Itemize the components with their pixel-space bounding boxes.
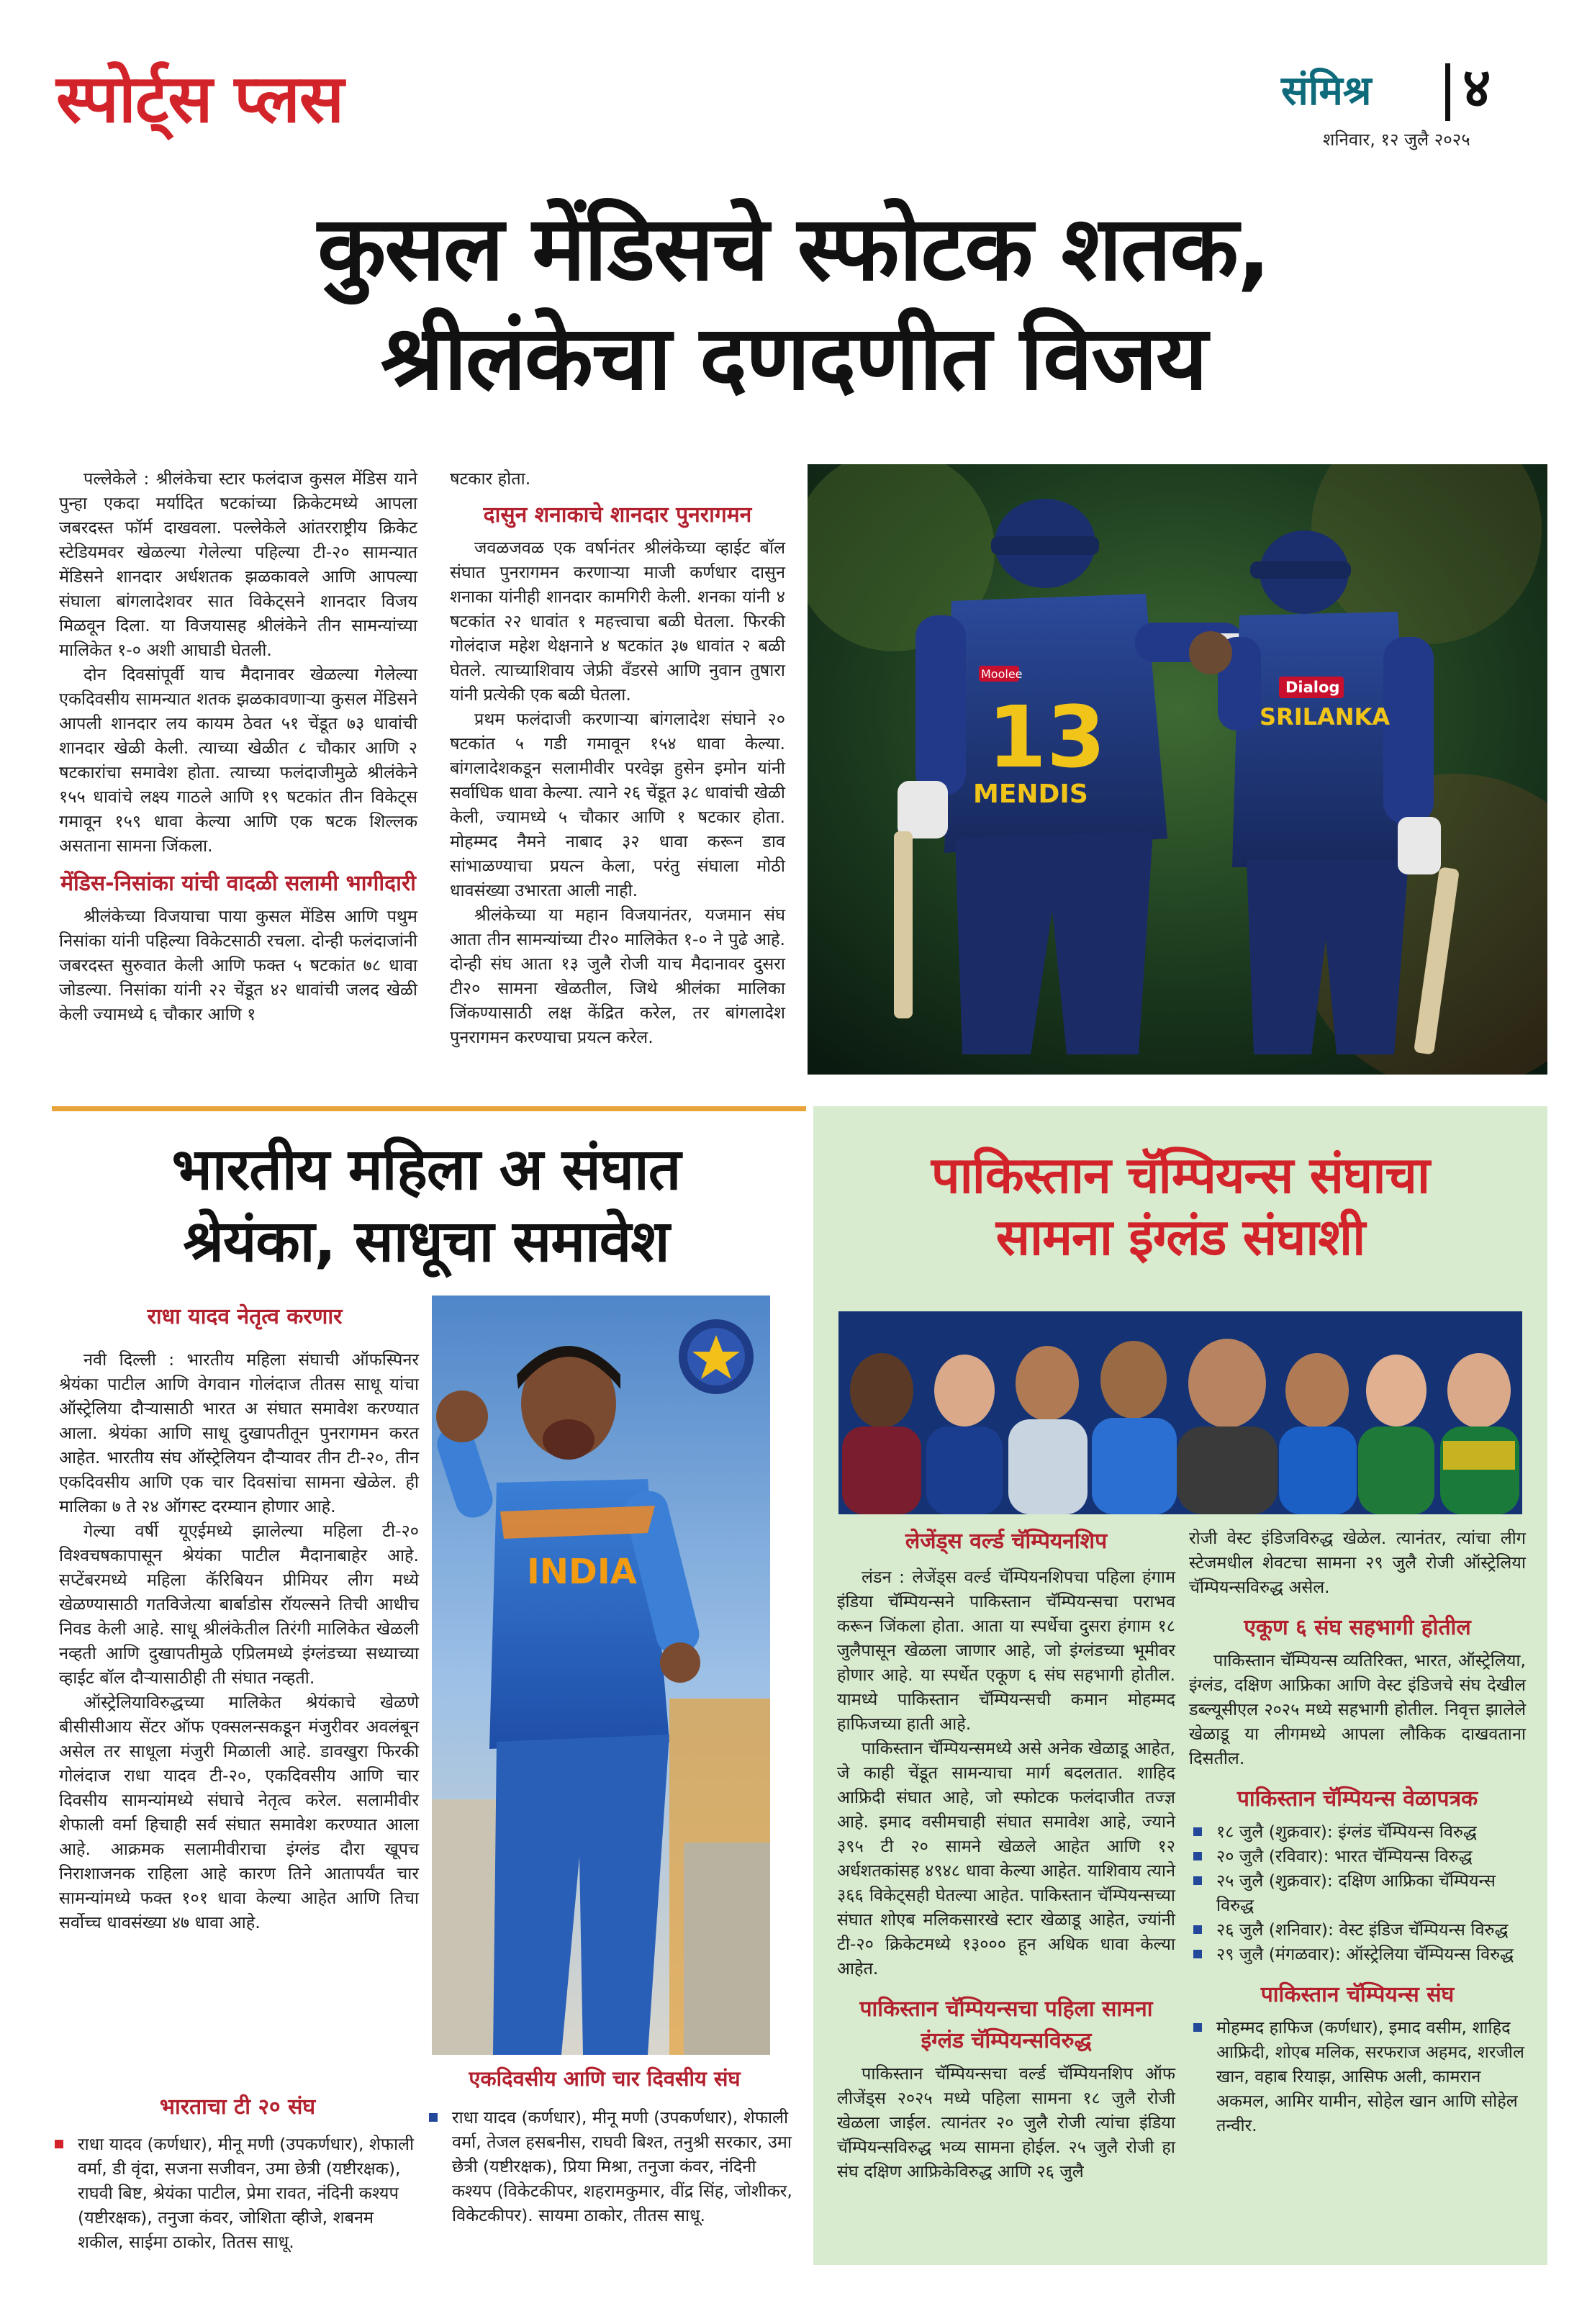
subhead-shanaka-return: दासुन शनाकाचे शानदार पुनरागमन xyxy=(483,502,752,528)
schedule-item: २५ जुलै (शुक्रवार): दक्षिण आफ्रिका चॅम्पियन्स विरुद्ध xyxy=(1189,1868,1526,1917)
pakistan-story-headline xyxy=(820,1144,1540,1268)
bullet-icon xyxy=(55,2140,63,2148)
brand-logo: स्पोर्ट्स प्लस xyxy=(56,60,344,137)
photo-jersey-india: INDIA xyxy=(527,1552,637,1592)
pakistan-story-paragraph: पाकिस्तान चॅम्पियन्स व्यतिरिक्त, भारत, ऑस्ट्रेलिया, इंग्लंड, दक्षिण आफ्रिका आणि वेस्ट इंडिजचे संघ देखील डब्ल्यूसीएल २०२५ मध्ये सहभागी होतील. निवृत्त झालेले खेळाडू या लीगमध्ये आपला लौकिक दाखवताना दिसतील. xyxy=(1189,1650,1526,1768)
main-story-column-1 xyxy=(59,466,417,1026)
photo-sponsor-right: Dialog xyxy=(1285,679,1340,696)
women-story-paragraph: ऑस्ट्रेलियाविरुद्धच्या मालिकेत श्रेयंकाचे खेळणे बीसीसीआय सेंटर ऑफ एक्सलन्सकडून मंजुरीवर अवलंबून असेल तर साधूला मंजुरी मिळाली आहे. डावखुरा फिरकी गोलंदाज राधा यादव टी-२०, एकदिवसीय आणि चार दिवसीय सामन्यांमध्ये संघाचे नेतृत्व करेल. सलामीवीर शेफाली वर्मा हिचाही सर्व संघात समावेश करण्यात आला आहे. आक्रमक सलामीवीराचा इंग्लंड दौरा खूपच निराशाजनक राहिला आहे कारण तिने आतापर्यंत चार सामन्यांमध्ये फक्त १०१ धावा केल्या आहेत आणि तिचा सर्वोच्च धावसंख्या ४७ धावा आहे. xyxy=(59,1692,419,1932)
bullet-icon xyxy=(1193,1925,1202,1934)
schedule-item: २९ जुलै (मंगळवार): ऑस्ट्रेलिया चॅम्पियन्स विरुद्ध xyxy=(1189,1942,1526,1966)
schedule-list xyxy=(1189,1819,1526,1966)
pakistan-headline-line1: पाकिस्तान चॅम्पियन्स संघाचा xyxy=(931,1146,1430,1205)
indian-player-photo xyxy=(432,1296,770,2055)
main-headline-line1: कुसल मेंडिसचे स्फोटक शतक, xyxy=(317,197,1270,301)
bullet-icon xyxy=(1193,1827,1202,1836)
list-item xyxy=(50,2132,425,2254)
section-name: संमिश्र xyxy=(1281,68,1372,114)
women-story-kicker: राधा यादव नेतृत्व करणार xyxy=(147,1304,343,1329)
main-headline xyxy=(43,194,1544,413)
pakistan-headline-line2: सामना इंग्लंड संघाशी xyxy=(995,1208,1365,1267)
pakistan-column-1-body-2 xyxy=(837,2061,1175,2184)
pakistan-column-2-body xyxy=(1189,1526,1526,1599)
women-story-headline xyxy=(52,1134,800,1278)
srilanka-players-photo xyxy=(808,464,1547,1075)
women-story-paragraph: नवी दिल्ली : भारतीय महिला संघाची ऑफस्पिनर श्रेयंका पाटील आणि वेगवान गोलंदाज तीतस साधू यांचा ऑस्ट्रेलिया दौऱ्यासाठी भारत अ संघात समावेश करण्यात आला. श्रेयंका आणि साधू दुखापतीतून पुनरागमन करत आहेत. भारतीय संघ ऑस्ट्रेलियन दौऱ्यावर तीन टी-२०, तीन एकदिवसीय आणि एक चार दिवसांचा सामना खेळेल. ही मालिका ७ ते २४ ऑगस्ट दरम्यान होणार आहे. xyxy=(59,1349,419,1516)
main-headline-line2: श्रीलंकेचा दणदणीत विजय xyxy=(380,307,1207,410)
subhead-first-match: पाकिस्तान चॅम्पियन्सचा पहिला सामना इंग्लंड चॅम्पियन्सविरुद्ध xyxy=(859,1997,1153,2053)
pakistan-team-list xyxy=(1189,2015,1526,2138)
pakistan-story-paragraph: पाकिस्तान चॅम्पियन्सचा वर्ल्ड चॅम्पियनशिप ऑफ लीजेंड्स २०२५ मध्ये पहिला सामना १८ जुलै रोजी खेळला जाईल. त्यानंतर २० जुलै रोजी त्यांचा इंडिया चॅम्पियन्सविरुद्ध भव्य सामना होईल. २५ जुलै रोजी हा संघ दक्षिण आफ्रिकेविरुद्ध आणि २६ जुलै xyxy=(837,2063,1175,2181)
women-headline-line2: श्रेयंका, साधूचा समावेश xyxy=(183,1208,669,1275)
pakistan-team-text: मोहम्मद हाफिज (कर्णधार), इमाद वसीम, शाहिद आफ्रिदी, शोएब मलिक, सरफराज अहमद, शरजील खान, वहाब रियाझ, आसिफ अली, कामरान अकमल, आमिर यामीन, सोहेल खान आणि सोहेल तन्वीर. xyxy=(1216,2017,1524,2135)
odi-squad-text: राधा यादव (कर्णधार), मीनू मणी (उपकर्णधार), शेफाली वर्मा, तेजल हसबनीस, राघवी बिश्त, तनुश्री सरकार, उमा छेत्री (यष्टीरक्षक), प्रिया मिश्रा, तनुजा कंवर, नंदिनी कश्यप (विकेटकीपर, शहरामकुमार, वींद्र सिंह, जोशीकर, विकेटकीपर). सायमा ठाकोर, तीतस साधू. xyxy=(452,2107,792,2225)
main-story-paragraph: पल्लेकेले : श्रीलंकेचा स्टार फलंदाज कुसल मेंडिस याने पुन्हा एकदा मर्यादित षटकांच्या क्रिकेटमध्ये आपला जबरदस्त फॉर्म दाखवला. पल्लेकेले आंतरराष्ट्रीय क्रिकेट स्टेडियमवर खेळल्या गेलेल्या पहिल्या टी-२० सामन्यात मेंडिसने शानदार अर्धशतक झळकावले आणि आपल्या संघाला बांगलादेशवर सात विकेट्सने शानदार विजय मिळवून दिला. या विजयासह श्रीलंकेने तीन सामन्यांच्या मालिकेत १-० अशी आघाडी घेतली. xyxy=(59,469,417,660)
list-item xyxy=(1189,2015,1526,2138)
subhead-t20-squad: भारताचा टी २० संघ xyxy=(159,2094,316,2120)
pakistan-column-2-body-2 xyxy=(1189,1648,1526,1771)
pakistan-column-1-body xyxy=(837,1565,1175,1981)
page-number: ४ xyxy=(1462,55,1491,119)
schedule-item: २० जुलै (रविवार): भारत चॅम्पियन्स विरुद्ध xyxy=(1189,1844,1526,1868)
photo-jersey-number: 13 xyxy=(987,687,1106,787)
photo-jersey-name: MENDIS xyxy=(973,779,1088,809)
t20-squad-list xyxy=(50,2132,425,2254)
photo-sponsor-left: Moolee xyxy=(981,667,1023,681)
bullet-icon xyxy=(1193,2023,1202,2032)
odi-squad-list xyxy=(425,2105,795,2228)
schedule-item: २६ जुलै (शनिवार): वेस्ट इंडिज चॅम्पियन्स विरुद्ध xyxy=(1189,1917,1526,1942)
main-story-paragraph: प्रथम फलंदाजी करणाऱ्या बांगलादेश संघाने २० षटकांत ५ गडी गमावून १५४ धावा केल्या. बांगलादेशकडून सलामीवीर परवेझ हुसेन इमोन यांनी सर्वाधिक धावा केल्या. त्याने २६ चेंडूत ३८ धावांची खेळी केली, ज्यामध्ये ५ चौकार आणि १ षटकार होता. मोहम्मद नैमने नाबाद ३२ धावा करून डाव सांभाळण्याचा प्रयत्न केला, परंतु संघाला मोठी धावसंख्या उभारता आली नाही. xyxy=(450,709,785,900)
pakistan-story-column-1 xyxy=(837,1526,1175,2184)
legends-photo-illustration xyxy=(838,1311,1522,1514)
bullet-icon xyxy=(1193,1876,1202,1885)
main-story-paragraph: श्रीलंकेच्या या महान विजयानंतर, यजमान संघ आता तीन सामन्यांच्या टी२० मालिकेत १-० ने पुढे आहे. दोन्ही संघ आता १३ जुलै रोजी याच मैदानावर दुसरा टी२० सामना खेळतील, जिथे श्रीलंका मालिका जिंकण्यासाठी लक्ष केंद्रित करेल, तर बांगलादेश पुनरागमन करण्याचा प्रयत्न करेल. xyxy=(450,905,785,1047)
pakistan-story-paragraph: रोजी वेस्ट इंडिजविरुद्ध खेळेल. त्यानंतर, त्यांचा लीग स्टेजमधील शेवटचा सामना २९ जुलै रोजी ऑस्ट्रेलिया चॅम्पियन्सविरुद्ध असेल. xyxy=(1189,1528,1526,1597)
subhead-opening-partnership: मेंडिस-निसांका यांची वादळी सलामी भागीदारी xyxy=(60,871,416,896)
main-story-column-2 xyxy=(450,466,785,1049)
women-headline-line1: भारतीय महिला अ संघात xyxy=(171,1136,681,1203)
photo-jersey-country: SRILANKA xyxy=(1260,703,1391,731)
srilanka-photo-illustration xyxy=(808,464,1547,1075)
t20-squad-text: राधा यादव (कर्णधार), मीनू मणी (उपकर्णधार), शेफाली वर्मा, डी वृंदा, सजना सजीवन, उमा छेत्री (यष्टीरक्षक), राघवी बिष्ट, श्रेयंका पाटील, प्रेमा रावत, नंदिनी कश्यप (यष्टीरक्षक), तनुजा कंवर, जोशिता व्हीजे, शबनम शकील, साईमा ठाकोर, तितस साधू. xyxy=(78,2134,415,2252)
bullet-icon xyxy=(1193,1852,1202,1860)
pakistan-story-paragraph: पाकिस्तान चॅम्पियन्समध्ये असे अनेक खेळाडू आहेत, जे काही चेंडूत सामन्याचा मार्ग बदलतात. शाहिद आफ्रिदी संघात आहे, जो स्फोटक फलंदाजीत तज्ज्ञ आहे. इमाद वसीमचाही संघात समावेश आहे, ज्याने ३९५ टी २० सामने खेळले आहेत आणि १२ अर्धशतकांसह ४९४८ धावा केल्या आहेत. याशिवाय त्याने ३६६ विकेट्सही घेतल्या आहेत. पाकिस्तान चॅम्पियन्सच्या संघात शोएब मलिकसारखे स्टार खेळाडू आहेत, ज्यांनी टी-२० क्रिकेटमध्ये १३००० हून अधिक धावा केल्या आहेत. xyxy=(837,1738,1175,1979)
bullet-icon xyxy=(429,2113,438,2122)
section-divider xyxy=(52,1106,806,1111)
pakistan-story-column-2 xyxy=(1189,1526,1526,2138)
bullet-icon xyxy=(1193,1950,1202,1958)
main-story-paragraph: दोन दिवसांपूर्वी याच मैदानावर खेळल्या गेलेल्या एकदिवसीय सामन्यात शतक झळकावणाऱ्या कुसल मेंडिसने आपली शानदार लय कायम ठेवत ५१ चेंडूत ७३ धावांची शानदार खेळी केली. त्याच्या खेळीत ८ चौकार आणि २ षटकारांचा समावेश होता. त्याच्या फलंदाजीमुळे श्रीलंकेने १५५ धावांचे लक्ष्य गाठले आणि १९ षटकांत तीन विकेट्स गमावून १५९ धावा केल्या आणि एक षटक शिल्लक असताना सामना जिंकला. xyxy=(59,664,417,856)
indian-player-illustration xyxy=(432,1296,770,2055)
subhead-pakistan-team: पाकिस्तान चॅम्पियन्स संघ xyxy=(1260,1982,1455,2007)
subhead-odi-squad: एकदिवसीय आणि चार दिवसीय संघ xyxy=(469,2066,741,2091)
main-story-paragraph: जवळजवळ एक वर्षानंतर श्रीलंकेच्या व्हाईट बॉल संघात पुनरागमन करणाऱ्या माजी कर्णधार दासुन शनाका यांनीही शानदार कामगिरी केली. शनका यांनी ४ षटकांत २२ धावांत १ महत्त्वाचा बळी घेतला. फिरकी गोलंदाज महेश थेक्षनाने ४ षटकांत ३७ धावांत २ बळी घेतले. त्याच्याशिवाय जेफ्री वँडरसे आणि नुवान तुषारा यांनी प्रत्येकी एक बळी घेतला. xyxy=(450,538,785,705)
legends-players-photo xyxy=(838,1311,1522,1514)
pakistan-story-paragraph: लंडन : लेजेंड्स वर्ल्ड चॅम्पियनशिपचा पहिला हंगाम इंडिया चॅम्पियन्सने पाकिस्तान चॅम्पियन्सचा पराभव करून जिंकला होता. आता या स्पर्धेचा दुसरा हंगाम १८ जुलैपासून खेळला जाणार आहे, जो इंग्लंडच्या भूमीवर होणार आहे. या स्पर्धेत एकूण ६ संघ सहभागी होतील. यामध्ये पाकिस्तान चॅम्पियन्सची कमान मोहम्मद हाफिजच्या हाती आहे. xyxy=(837,1567,1175,1734)
subhead-schedule: पाकिस्तान चॅम्पियन्स वेळापत्रक xyxy=(1236,1786,1478,1812)
schedule-item: १८ जुलै (शुक्रवार): इंग्लंड चॅम्पियन्स विरुद्ध xyxy=(1189,1819,1526,1844)
masthead-separator xyxy=(1445,63,1450,121)
subhead-six-teams: एकूण ६ संघ सहभागी होतील xyxy=(1244,1615,1471,1640)
subhead-legends-championship: लेजेंड्स वर्ल्ड चॅम्पियनशिप xyxy=(905,1529,1108,1554)
women-story-paragraph: गेल्या वर्षी यूएईमध्ये झालेल्या महिला टी-२० विश्वचषकापासून श्रेयंका पाटील मैदानाबाहेर आहे. सप्टेंबरमध्ये महिला कॅरिबियन प्रीमियर लीग मध्ये खेळण्यासाठी गतविजेत्या बार्बाडोस रॉयल्सने तिची आधीच निवड केली आहे. साधू श्रीलंकेतील तिरंगी मालिकेत खेळली नव्हती आणि दुखापतीमुळे एप्रिलमध्ये इंग्लंडच्या सध्याच्या व्हाईट बॉल दौऱ्यासाठीही ती संघात नव्हती. xyxy=(59,1521,419,1688)
list-item xyxy=(425,2105,795,2228)
main-story-paragraph: श्रीलंकेच्या विजयाचा पाया कुसल मेंडिस आणि पथुम निसांका यांनी पहिल्या विकेटसाठी रचला. दोन्ही फलंदाजांनी जबरदस्त सुरुवात केली आणि फक्त ५ षटकांत ७८ धावा जोडल्या. निसांका यांनी २२ चेंडूत ४२ धावांची जलद खेळी केली ज्यामध्ये ६ चौकार आणि १ xyxy=(59,906,417,1024)
issue-date: शनिवार, १२ जुलै २०२५ xyxy=(1323,130,1470,150)
main-story-paragraph: षटकार होता. xyxy=(450,469,531,489)
women-story-body xyxy=(59,1347,419,1935)
